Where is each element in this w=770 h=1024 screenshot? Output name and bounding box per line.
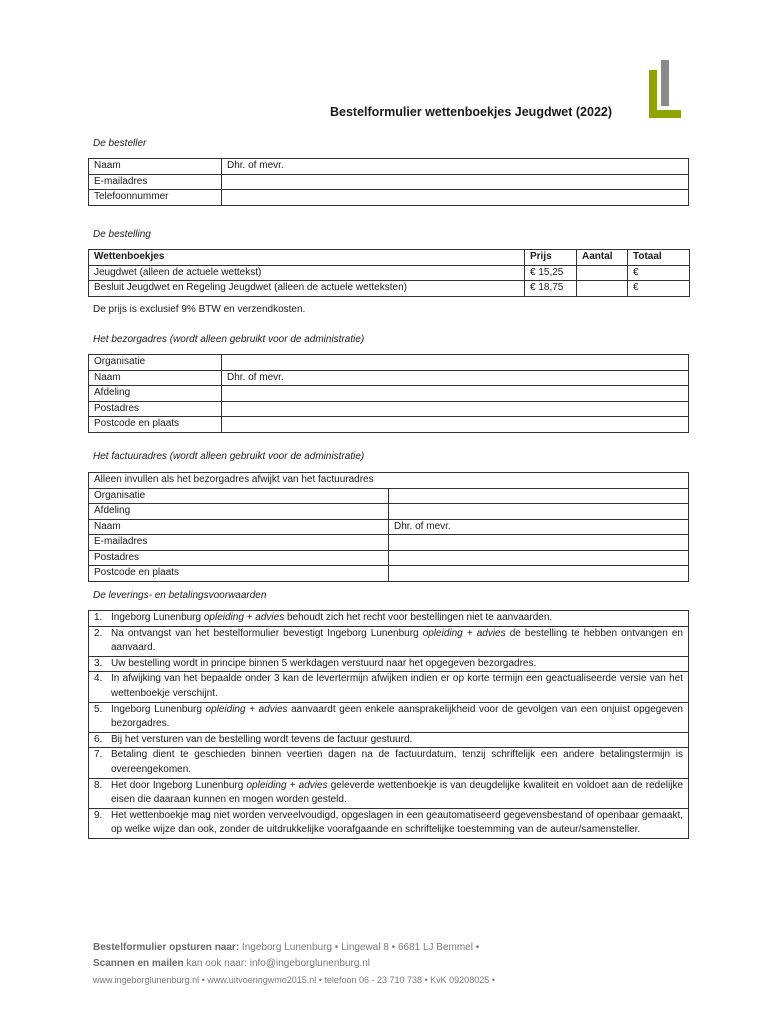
field-label: Naam [89,519,389,535]
bestelling-table [88,249,690,297]
footer [93,940,495,988]
postadres-field[interactable] [389,550,689,566]
item-text: Uw bestelling wordt in principe binnen 5 werkdagen verstuurd naar het opgegeven bezorgadres. [111,657,537,669]
item-number: 5. [94,703,103,715]
item-text: Het wettenboekje mag niet worden verveelvoudigd, opgeslagen in een geautomatiseerd gegevensbestand of openbaar gemaakt, op welke wijze dan ook, zonder de uitdrukkelijke voorafgaande en schriftelijke toestemming van de auteur/samensteller. [111,809,683,836]
factuuradres-intro: Alleen invullen als het bezorgadres afwijkt van het factuuradres [89,473,689,489]
telefoon-field[interactable] [222,190,689,206]
naam-field[interactable]: Dhr. of mevr. [222,159,689,175]
column-header: Totaal [628,250,690,266]
quantity-field[interactable] [577,281,628,297]
field-label: Afdeling [89,386,222,402]
item-emphasis: opleiding + advies [422,627,506,639]
voorwaarden-heading: De leverings- en betalingsvoorwaarden [93,590,267,601]
page-title: Bestelformulier wettenboekjes Jeugdwet (2022) [330,105,613,119]
field-label: Naam [89,159,222,175]
email-field[interactable] [222,174,689,190]
item-number: 9. [94,809,103,821]
item-number: 8. [94,779,103,791]
footer-label: Scannen en mailen [93,958,184,969]
table-header-row [89,250,690,266]
table-row [89,417,689,433]
list-item [89,611,689,627]
quantity-field[interactable] [577,265,628,281]
naam-field[interactable]: Dhr. of mevr. [389,519,689,535]
price-cell: € 15,25 [525,265,577,281]
list-item [89,702,689,732]
table-row [89,355,689,371]
table-row [89,401,689,417]
table-row [89,190,689,206]
bezorgadres-heading: Het bezorgadres (wordt alleen gebruikt voor de administratie) [93,334,365,345]
naam-field[interactable]: Dhr. of mevr. [222,370,689,386]
bestelling-heading: De bestelling [93,229,151,240]
item-number: 4. [94,673,103,685]
footer-line-address [93,940,495,956]
field-label: E-mailadres [89,174,222,190]
item-text: de bestelling te hebben ontvangen en aanvaard. [111,627,683,654]
besteller-table [88,158,689,206]
item-text: Betaling dient te geschieden binnen veertien dagen na de factuurdatum, tenzij schriftelijk een andere betalingstermijn is overeengekomen. [111,749,683,775]
column-header: Wettenboekjes [89,250,525,266]
postcode-plaats-field[interactable] [222,417,689,433]
field-label: Organisatie [89,488,389,504]
table-row [89,386,689,402]
item-text: geleverde wettenboekje is van deugdelijke kwaliteit en voldoet aan de redelijke eisen die daaraan kunnen en mogen worden gesteld. [111,779,684,806]
item-number: 2. [94,627,103,639]
field-label: Afdeling [89,504,389,520]
table-row [89,370,689,386]
field-label: Postcode en plaats [89,566,389,582]
field-label: Postadres [89,401,222,417]
item-text: aanvaardt geen enkele aansprakelijkheid voor de gevolgen van een onjuist opgegeven bezorgadres. [111,703,683,730]
list-item [89,778,689,808]
item-text: Het door Ingeborg Lunenburg [111,779,247,791]
list-item [89,808,689,838]
email-field[interactable] [389,535,689,551]
price-cell: € 18,75 [525,281,577,297]
item-number: 6. [94,733,103,745]
footer-address: Ingeborg Lunenburg • Lingewal 8 • 6681 LJ Bemmel • [239,942,480,953]
item-text: Na ontvangst van het bestelformulier bevestigt Ingeborg Lunenburg [111,627,423,639]
item-emphasis: opleiding + advies [246,779,328,791]
postadres-field[interactable] [222,401,689,417]
field-label: Postcode en plaats [89,417,222,433]
column-header: Aantal [577,250,628,266]
field-label: Postadres [89,550,389,566]
afdeling-field[interactable] [389,504,689,520]
total-cell[interactable]: € [628,281,690,297]
organisatie-field[interactable] [222,355,689,371]
postcode-plaats-field[interactable] [389,566,689,582]
organisatie-field[interactable] [389,488,689,504]
table-row [89,519,689,535]
list-item [89,626,689,656]
table-row [89,488,689,504]
factuuradres-table [88,472,689,582]
list-item [89,672,689,702]
table-row [89,535,689,551]
book-title: Besluit Jeugdwet en Regeling Jeugdwet (alleen de actuele wetteksten) [89,281,525,297]
list-item [89,656,689,672]
item-text: behoudt zich het recht voor bestellingen niet te aanvaarden. [284,612,553,623]
field-label: Naam [89,370,222,386]
total-cell[interactable]: € [628,265,690,281]
item-emphasis: opleiding + advies [203,612,285,623]
list-item [89,732,689,748]
table-row [89,550,689,566]
factuuradres-heading: Het factuuradres (wordt alleen gebruikt voor de administratie) [93,451,365,462]
table-row [89,281,690,297]
price-note: De prijs is exclusief 9% BTW en verzendkosten. [93,304,306,315]
table-row [89,566,689,582]
table-row [89,265,690,281]
table-row [89,473,689,489]
item-number: 3. [94,657,103,669]
footer-email[interactable]: kan ook naar: info@ingeborglunenburg.nl [183,958,370,969]
footer-contact[interactable]: www.ingeborglunenburg.nl • www.uitvoeringwmo2015.nl • telefoon 06 - 23 710 738 • KvK 09208025 • [93,975,495,985]
bezorgadres-table [88,354,689,433]
column-header: Prijs [525,250,577,266]
item-number: 1. [94,612,103,623]
besteller-heading: De besteller [93,138,147,149]
table-row [89,504,689,520]
book-title: Jeugdwet (alleen de actuele wettekst) [89,265,525,281]
ll-logo-icon [645,60,681,118]
footer-line-email [93,956,495,972]
item-text: Ingeborg Lunenburg [111,703,206,715]
table-row [89,174,689,190]
item-number: 7. [94,749,103,761]
item-emphasis: opleiding + advies [205,703,288,715]
afdeling-field[interactable] [222,386,689,402]
voorwaarden-list [88,610,689,839]
item-text: Bij het versturen van de bestelling wordt tevens de factuur gestuurd. [111,733,413,745]
item-text: In afwijking van het bepaalde onder 3 kan de levertermijn afwijken indien er op korte termijn een geactualiseerde versie van het wettenboekje verschijnt. [111,673,683,699]
field-label: Organisatie [89,355,222,371]
footer-label: Bestelformulier opsturen naar: [93,942,240,953]
item-text: Ingeborg Lunenburg [111,612,204,623]
list-item [89,748,689,778]
field-label: E-mailadres [89,535,389,551]
field-label: Telefoonnummer [89,190,222,206]
table-row [89,159,689,175]
